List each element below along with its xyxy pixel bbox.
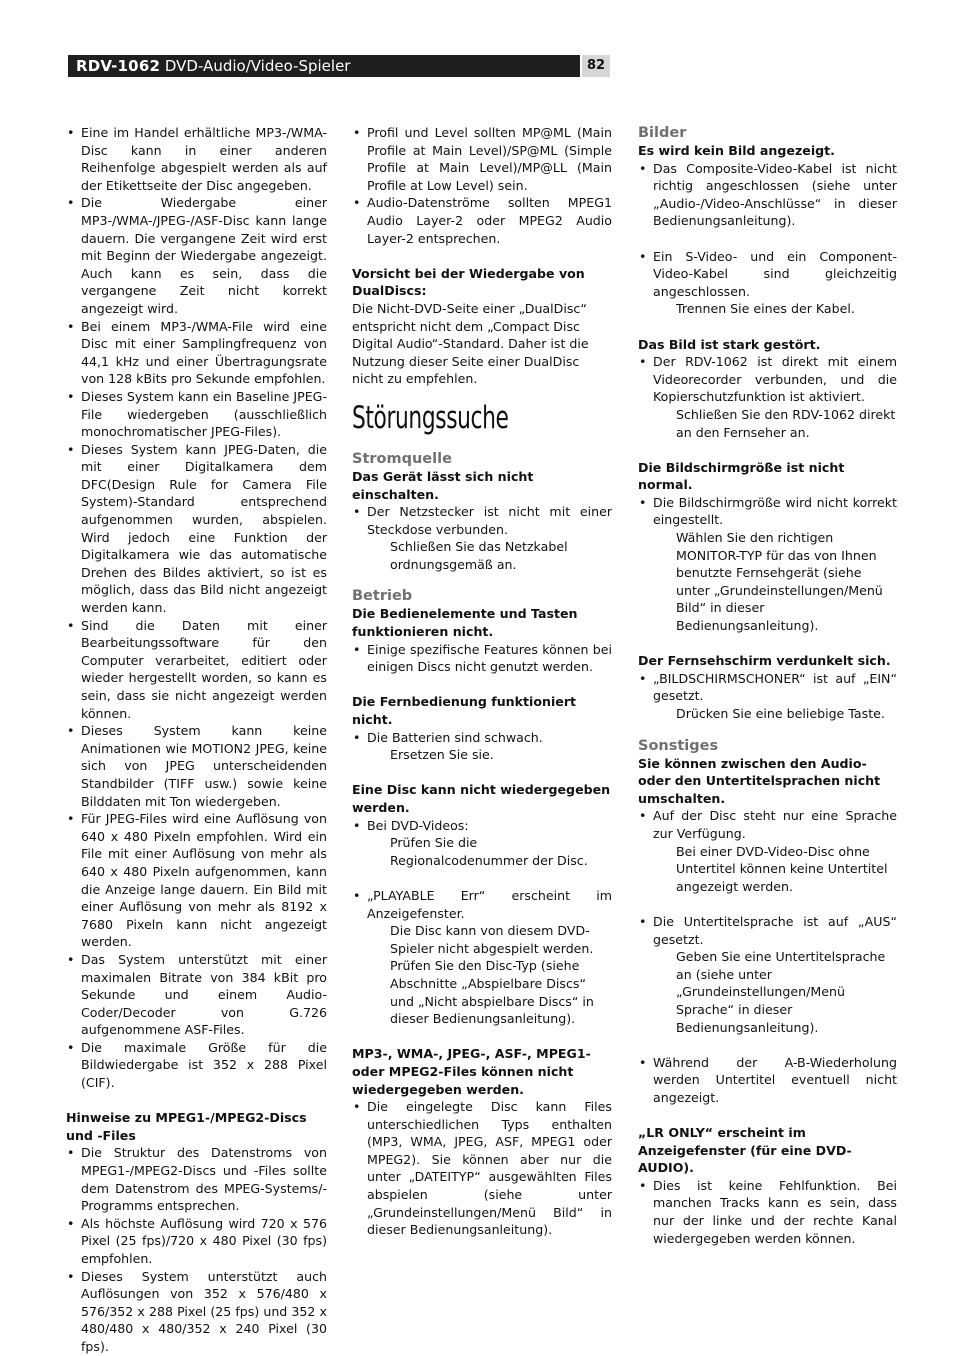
remedy-text: Trennen Sie eines der Kabel. bbox=[676, 301, 855, 317]
list-item: • Das System unterstützt mit einer maximalen Bitrate von 384 kBit pro Sekunde und einem Audio-Coder/Decoder von G.726 aufgenommene ASF-Files. bbox=[66, 951, 327, 1039]
remedy-text: Schließen Sie das Netzkabel ordnungsgemäß an. bbox=[390, 539, 568, 572]
remedy-text: Die Disc kann von diesem DVD-Spieler nicht abgespielt werden. Prüfen Sie den Disc-Typ (siehe Abschnitte „Abspielbare Discs“ und „Nicht abspielbare Discs“ in dieser Bedienungsanleitung). bbox=[390, 923, 594, 1027]
list-item: • Sind die Daten mit einer Bearbeitungssoftware für den Computer verarbeitet, editiert oder wieder hergestellt worden, so kann es sein, dass sie nicht angezeigt werden können. bbox=[66, 617, 327, 723]
list-item: • Dieses System kann JPEG-Daten, die mit einer Digitalkamera dem DFC(Design Rule for Camera File System)-Standard entsprechend aufgenommen wurden, abspielen. Wird jedoch eine Funktion der Digitalkamera wie das automatische Drehen des Bildes aktiviert, so ist es möglich, dass das Bild nicht angezeigt werden kann. bbox=[66, 441, 327, 617]
list-item: • Bei DVD-Videos: bbox=[352, 817, 612, 835]
section-title-sonstiges: Sonstiges bbox=[638, 737, 719, 754]
problem-heading: Das Bild ist stark gestört. bbox=[638, 336, 821, 352]
list-item: • Profil und Level sollten MP@ML (Main Profile at Main Level)/SP@ML (Simple Profile at Main Level)/MP@LL (Main Profile at Low Level) sein. bbox=[352, 124, 612, 194]
list-item: • Die Struktur des Datenstroms von MPEG1-/MPEG2-Discs und -Files sollte dem Datenstrom des MPEG-Systems/-Programms entsprechen. bbox=[66, 1144, 327, 1214]
list-item: • Dieses System kann ein Baseline JPEG-File wiedergeben (ausschließlich monochromatischer JPEG-Files). bbox=[66, 388, 327, 441]
problem-heading: Die Bildschirmgröße ist nicht normal. bbox=[638, 459, 845, 493]
dualdisc-text: Die Nicht-DVD-Seite einer „DualDisc“ entspricht nicht dem „Compact Disc Digital Audio“-Standard. Daher ist die Nutzung dieser Seite einer DualDisc nicht zu empfehlen. bbox=[352, 300, 589, 387]
header-title bbox=[76, 56, 350, 76]
remedy-text: Wählen Sie den richtigen MONITOR-TYP für das von Ihnen benutzte Fernsehgerät (siehe unter „Grundeinstellungen/Menü Bild“ in dieser Bedienungsanleitung). bbox=[676, 530, 883, 634]
list-item: • Auf der Disc steht nur eine Sprache zur Verfügung. bbox=[638, 807, 897, 842]
problem-heading: Es wird kein Bild angezeigt. bbox=[638, 143, 835, 158]
list-item: • Während der A-B-Wiederholung werden Untertitel eventuell nicht angezeigt. bbox=[638, 1054, 897, 1107]
problem-heading: Sie können zwischen den Audio- oder den Untertitelsprachen nicht umschalten. bbox=[638, 755, 881, 806]
remedy-text: Prüfen Sie die Regionalcodenummer der Disc. bbox=[390, 835, 588, 868]
remedy-text: Drücken Sie eine beliebige Taste. bbox=[676, 706, 885, 721]
problem-heading: „LR ONLY“ erscheint im Anzeigefenster (für eine DVD-AUDIO). bbox=[638, 1125, 852, 1176]
problem-heading: Eine Disc kann nicht wiedergegeben werden. bbox=[352, 782, 611, 815]
mpeg-profile-list bbox=[352, 124, 612, 247]
section-title-betrieb: Betrieb bbox=[352, 588, 413, 605]
list-item: • Die Untertitelsprache ist auf „AUS“ gesetzt. bbox=[638, 913, 897, 948]
mpeg-heading: Hinweise zu MPEG1-/MPEG2-Discs und -Files bbox=[66, 1110, 307, 1143]
list-item: • Der RDV-1062 ist direkt mit einem Videorecorder verbunden, und die Kopierschutzfunktion ist aktiviert. bbox=[638, 353, 897, 406]
list-item: • Als höchste Auflösung wird 720 x 576 Pixel (25 fps)/720 x 480 Pixel (30 fps) empfohlen. bbox=[66, 1215, 327, 1268]
list-item: • Die Batterien sind schwach. bbox=[352, 729, 612, 747]
list-item: • Das Composite-Video-Kabel ist nicht richtig angeschlossen (siehe unter „Audio-/Video-Anschlüsse“ in dieser Bedienungsanleitung). bbox=[638, 160, 897, 230]
model-name: RDV-1062 bbox=[76, 57, 161, 75]
list-item: • Audio-Datenströme sollten MPEG1 Audio Layer-2 oder MPEG2 Audio Layer-2 entsprechen. bbox=[352, 194, 612, 247]
section-title-stromquelle: Stromquelle bbox=[352, 450, 452, 467]
page-number: 82 bbox=[582, 55, 610, 77]
problem-heading: Die Fernbedienung funktioniert nicht. bbox=[352, 694, 577, 728]
list-item: • „BILDSCHIRMSCHONER“ ist auf „EIN“ gesetzt. bbox=[638, 670, 897, 705]
jpeg-mp3-notes-list bbox=[66, 124, 327, 1092]
list-item: • Die Bildschirmgröße wird nicht korrekt eingestellt. bbox=[638, 494, 897, 529]
list-item: • Dieses System unterstützt auch Auflösungen von 352 x 576/480 x 576/352 x 288 Pixel (25 fps) und 352 x 480/480 x 480/352 x 240 Pixel (30 fps). bbox=[66, 1268, 327, 1356]
header-subtitle: DVD-Audio/Video-Spieler bbox=[164, 57, 351, 75]
list-item: • Die eingelegte Disc kann Files unterschiedlichen Typs enthalten (MP3, WMA, JPEG, ASF, MPEG1 oder MPEG2). Sie können aber nur die unter „DATEITYP“ ausgewählten Files abspielen (siehe unter „Grundeinstellungen/Menü Bild“ in dieser Bedienungsanleitung). bbox=[352, 1098, 612, 1239]
page-title: Störungssuche bbox=[352, 399, 509, 436]
section-title-bilder: Bilder bbox=[638, 125, 687, 141]
remedy-text: Geben Sie eine Untertitelsprache an (siehe unter „Grundeinstellungen/Menü Sprache“ in dieser Bedienungsanleitung). bbox=[676, 949, 886, 1035]
list-item: • Für JPEG-Files wird eine Auflösung von 640 x 480 Pixeln empfohlen. Wird ein File mit einer Auflösung von mehr als 640 x 480 Pixeln aufgenommen, kann die Anzeige lange dauern. Ein Bild mit einer Auflösung von mehr als 8192 x 7680 Pixeln kann nicht angezeigt werden. bbox=[66, 810, 327, 951]
list-item: • „PLAYABLE Err“ erscheint im Anzeigefenster. bbox=[352, 887, 612, 922]
remedy-text: Bei einer DVD-Video-Disc ohne Untertitel können keine Untertitel angezeigt werden. bbox=[676, 843, 888, 894]
problem-heading: MP3-, WMA-, JPEG-, ASF-, MPEG1- oder MPEG2-Files können nicht wiedergegeben werden. bbox=[352, 1046, 591, 1097]
problem-heading: Die Bedienelemente und Tasten funktionieren nicht. bbox=[352, 606, 578, 640]
list-item: • Einige spezifische Features können bei einigen Discs nicht genutzt werden. bbox=[352, 641, 612, 676]
list-item: • Dies ist keine Fehlfunktion. Bei manchen Tracks kann es sein, dass nur der linke und der rechte Kanal wiedergegeben werden können. bbox=[638, 1177, 897, 1247]
list-item: • Die maximale Größe für die Bildwiedergabe ist 352 x 288 Pixel (CIF). bbox=[66, 1039, 327, 1092]
column-3 bbox=[638, 124, 897, 1247]
list-item: • Die Wiedergabe einer MP3-/WMA-/JPEG-/ASF-Disc kann lange dauern. Die vergangene Zeit wird erst mit Beginn der Wiedergabe angezeigt. Auch kann es sein, dass die vergangene Zeit nicht korrekt angezeigt wird. bbox=[66, 194, 327, 317]
list-item: • Eine im Handel erhältliche MP3-/WMA-Disc kann in einer anderen Reihenfolge abgespielt werden als auf der Etikettseite der Disc angegeben. bbox=[66, 124, 327, 194]
list-item: • Bei einem MP3-/WMA-File wird eine Disc mit einer Samplingfrequenz von 44,1 kHz und einer Übertragungsrate von 128 kBits pro Sekunde empfohlen. bbox=[66, 318, 327, 388]
remedy-text: Ersetzen Sie sie. bbox=[390, 747, 494, 763]
dualdisc-heading: Vorsicht bei der Wiedergabe von DualDiscs: bbox=[352, 265, 585, 299]
list-item: • Dieses System kann keine Animationen wie MOTION2 JPEG, keine sich von JPEG unterscheidenden Standbilder (TIFF usw.) sowie keine Bilddaten mit Ton wiedergeben. bbox=[66, 722, 327, 810]
problem-heading: Der Fernsehschirm verdunkelt sich. bbox=[638, 653, 891, 669]
column-2 bbox=[352, 124, 612, 1239]
list-item: • Der Netzstecker ist nicht mit einer Steckdose verbunden. bbox=[352, 503, 612, 538]
column-1 bbox=[66, 124, 327, 1356]
list-item: • Ein S-Video- und ein Component-Video-Kabel sind gleichzeitig angeschlossen. bbox=[638, 248, 897, 301]
remedy-text: Schließen Sie den RDV-1062 direkt an den Fernseher an. bbox=[676, 406, 896, 440]
problem-heading: Das Gerät lässt sich nicht einschalten. bbox=[352, 468, 534, 502]
mpeg-notes-list bbox=[66, 1144, 327, 1355]
